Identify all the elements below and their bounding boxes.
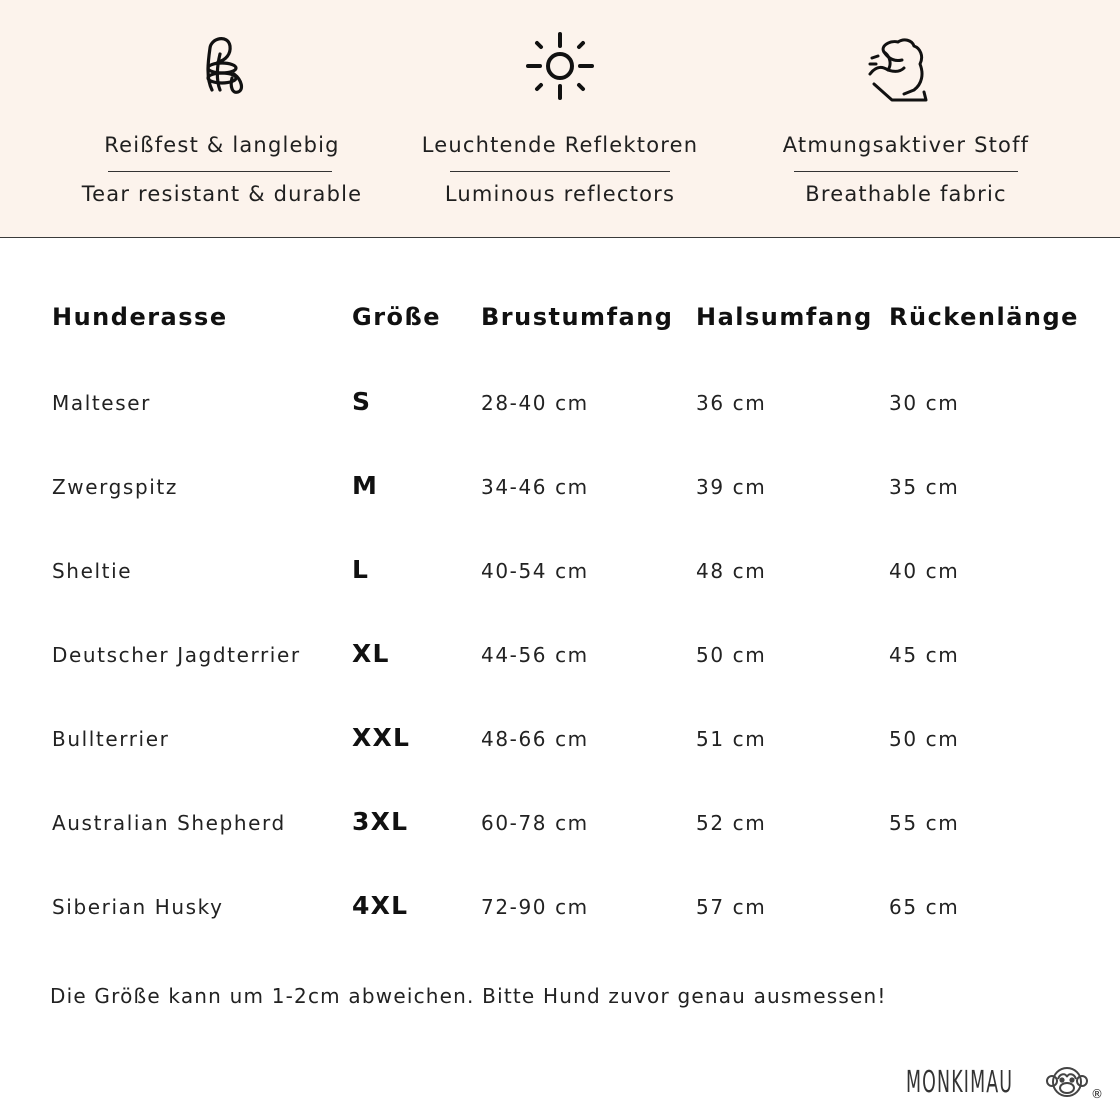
table-row bbox=[0, 891, 1120, 935]
feature-label-de: Atmungsaktiver Stoff bbox=[782, 133, 1030, 157]
back-cell: 55 cm bbox=[889, 811, 960, 835]
divider bbox=[794, 171, 1018, 172]
chest-cell: 48-66 cm bbox=[481, 727, 589, 751]
breed-cell: Australian Shepherd bbox=[52, 811, 286, 835]
brand-name: MONKIMAU bbox=[906, 1065, 1014, 1100]
back-cell: 45 cm bbox=[889, 643, 960, 667]
breed-cell: Bullterrier bbox=[52, 727, 170, 751]
breed-cell: Deutscher Jagdterrier bbox=[52, 643, 301, 667]
measure-note: Die Größe kann um 1-2cm abweichen. Bitte Hund zuvor genau ausmessen! bbox=[50, 984, 887, 1008]
header-neck: Halsumfang bbox=[696, 303, 873, 331]
back-cell: 40 cm bbox=[889, 559, 960, 583]
breed-cell: Sheltie bbox=[52, 559, 133, 583]
back-cell: 30 cm bbox=[889, 391, 960, 415]
breed-cell: Zwergspitz bbox=[52, 475, 178, 499]
fabric-pinch-icon bbox=[864, 34, 934, 108]
neck-cell: 52 cm bbox=[696, 811, 767, 835]
back-cell: 35 cm bbox=[889, 475, 960, 499]
size-cell: 4XL bbox=[352, 891, 409, 920]
chest-cell: 34-46 cm bbox=[481, 475, 589, 499]
chest-cell: 60-78 cm bbox=[481, 811, 589, 835]
table-row bbox=[0, 555, 1120, 599]
breed-cell: Malteser bbox=[52, 391, 151, 415]
back-cell: 65 cm bbox=[889, 895, 960, 919]
neck-cell: 51 cm bbox=[696, 727, 767, 751]
size-cell: L bbox=[352, 555, 370, 584]
table-row bbox=[0, 807, 1120, 851]
monkey-face-icon bbox=[1046, 1065, 1088, 1101]
registered-mark: ® bbox=[1091, 1087, 1103, 1101]
feature-label-en: Breathable fabric bbox=[805, 182, 1007, 206]
neck-cell: 36 cm bbox=[696, 391, 767, 415]
header-chest: Brustumfang bbox=[481, 303, 674, 331]
chest-cell: 28-40 cm bbox=[481, 391, 589, 415]
table-row bbox=[0, 387, 1120, 431]
rope-icon bbox=[198, 28, 248, 100]
table-row bbox=[0, 723, 1120, 767]
table-row bbox=[0, 639, 1120, 683]
size-cell: S bbox=[352, 387, 372, 416]
size-cell: 3XL bbox=[352, 807, 409, 836]
feature-label-de: Leuchtende Reflektoren bbox=[421, 133, 699, 157]
breed-cell: Siberian Husky bbox=[52, 895, 224, 919]
table-row bbox=[0, 471, 1120, 515]
neck-cell: 39 cm bbox=[696, 475, 767, 499]
divider bbox=[108, 171, 332, 172]
feature-label-en: Tear resistant & durable bbox=[81, 182, 363, 206]
size-cell: M bbox=[352, 471, 379, 500]
sun-icon bbox=[522, 28, 598, 104]
size-cell: XL bbox=[352, 639, 390, 668]
chest-cell: 40-54 cm bbox=[481, 559, 589, 583]
header-breed: Hunderasse bbox=[52, 303, 228, 331]
feature-banner bbox=[0, 0, 1120, 238]
feature-label-en: Luminous reflectors bbox=[444, 182, 676, 206]
divider bbox=[450, 171, 670, 172]
chest-cell: 72-90 cm bbox=[481, 895, 589, 919]
chest-cell: 44-56 cm bbox=[481, 643, 589, 667]
header-back: Rückenlänge bbox=[889, 303, 1079, 331]
neck-cell: 57 cm bbox=[696, 895, 767, 919]
header-size: Größe bbox=[352, 303, 442, 331]
neck-cell: 48 cm bbox=[696, 559, 767, 583]
back-cell: 50 cm bbox=[889, 727, 960, 751]
feature-label-de: Reißfest & langlebig bbox=[104, 133, 340, 157]
neck-cell: 50 cm bbox=[696, 643, 767, 667]
size-cell: XXL bbox=[352, 723, 411, 752]
